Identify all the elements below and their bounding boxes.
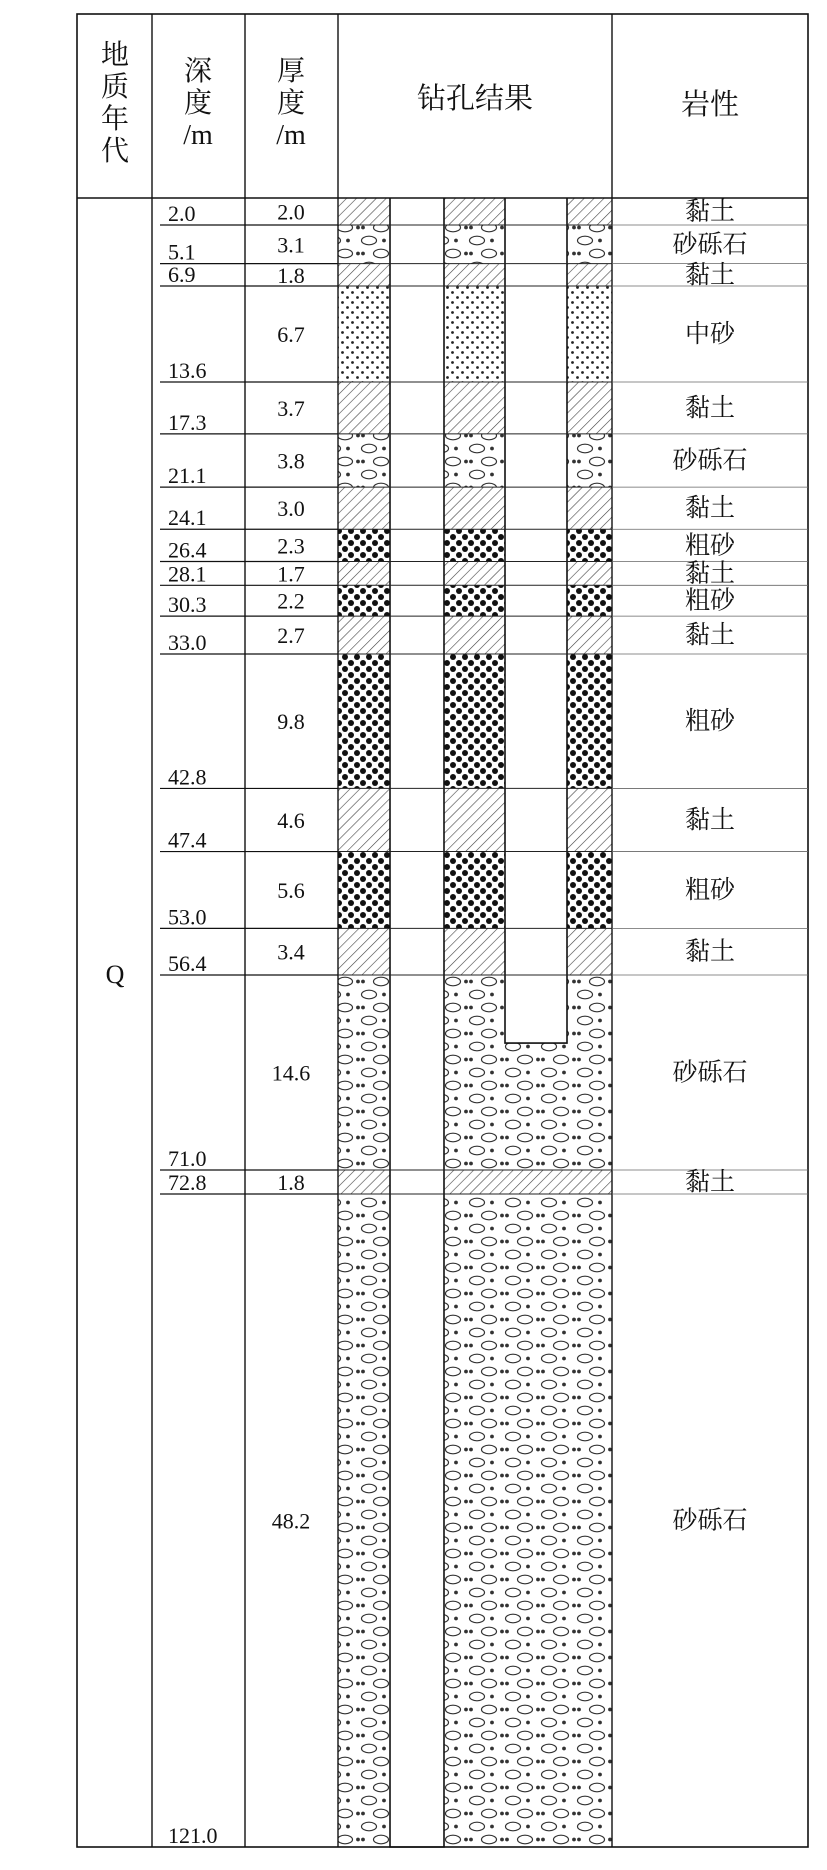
layer-thickness: 48.2: [271, 1508, 311, 1534]
layer-fill-14: [338, 852, 612, 929]
layer-fill-6: [338, 434, 612, 487]
era-value: Q: [105, 960, 125, 989]
layer-fills: [338, 198, 612, 1847]
layer-fill-15: [338, 928, 612, 975]
layer-lithology: 黏土: [684, 394, 736, 422]
header-lithology: 岩性: [680, 89, 740, 121]
layer-thickness: 2.0: [277, 199, 305, 225]
layer-thickness: 9.8: [277, 709, 305, 735]
layer-thickness: 3.1: [277, 232, 305, 258]
layer-fill-9: [338, 561, 612, 585]
depth-mark: 47.4: [168, 827, 207, 853]
layer-fill-18: [338, 1194, 612, 1847]
layer-fill-2: [338, 225, 612, 264]
layer-thickness: 5.6: [277, 877, 305, 903]
layer-lithology: 中砂: [684, 321, 736, 348]
header-thickness: 厚度/m: [276, 56, 306, 151]
layer-fill-5: [338, 382, 612, 434]
layer-lithology: 砂砾石: [672, 1507, 748, 1535]
depth-mark: 30.3: [168, 592, 207, 618]
layer-fill-12: [338, 654, 612, 788]
depth-mark: 121.0: [168, 1823, 218, 1848]
depth-mark: 6.9: [168, 262, 196, 287]
layer-thickness: 3.8: [277, 448, 305, 474]
depth-mark: 53.0: [168, 904, 207, 930]
layer-thickness: 6.7: [277, 322, 305, 347]
depth-mark: 33.0: [168, 630, 207, 655]
layer-fill-1: [338, 198, 612, 225]
depth-mark: 26.4: [168, 537, 207, 563]
layer-fill-17: [338, 1170, 612, 1194]
layer-thickness: 1.7: [277, 561, 305, 587]
depth-mark: 17.3: [168, 409, 207, 435]
layer-lithology: 粗砂: [684, 587, 736, 615]
layer-thickness: 3.7: [277, 395, 305, 421]
layer-fill-10: [338, 585, 612, 616]
depth-mark: 2.0: [168, 201, 196, 226]
layer-lithology: 黏土: [684, 261, 736, 289]
borehole-1: [390, 197, 444, 1847]
layer-thickness: 1.8: [277, 1169, 305, 1195]
borehole-2: [505, 197, 567, 1043]
layer-lithology: 黏土: [684, 198, 736, 226]
layer-fill-16: [338, 975, 612, 1170]
header-depth: 深度/m: [183, 56, 213, 151]
layer-lithology: 粗砂: [684, 532, 736, 560]
layer-fill-8: [338, 529, 612, 561]
depth-mark: 42.8: [168, 764, 207, 790]
layer-lithology: 砂砾石: [672, 231, 748, 259]
depth-mark: 24.1: [168, 505, 207, 531]
layer-fill-4: [338, 286, 612, 382]
layer-lithology: 黏土: [684, 560, 736, 588]
header-result: 钻孔结果: [416, 83, 534, 115]
layer-thickness: 14.6: [271, 1060, 311, 1086]
layer-thickness: 1.8: [277, 262, 305, 288]
depth-mark: 56.4: [168, 951, 207, 976]
layer-thickness: 4.6: [277, 807, 305, 833]
layer-thickness: 3.4: [277, 939, 305, 965]
layer-fill-11: [338, 616, 612, 654]
layer-thickness: 2.3: [277, 533, 305, 559]
layer-lithology: 粗砂: [684, 708, 736, 736]
layer-lithology: 黏土: [684, 622, 736, 650]
header-era: 地质年代: [100, 40, 130, 167]
table-header: [101, 39, 739, 167]
layer-lithology: 砂砾石: [672, 447, 748, 475]
depth-mark: 28.1: [168, 561, 207, 587]
depth-mark: 21.1: [168, 463, 207, 489]
depth-mark: 72.8: [168, 1170, 207, 1195]
layer-thickness: 3.0: [277, 496, 305, 522]
depth-mark: 71.0: [168, 1145, 207, 1171]
layer-lithology: 粗砂: [684, 876, 736, 904]
layer-lithology: 黏土: [684, 806, 736, 834]
layer-fill-3: [338, 264, 612, 286]
layer-lithology: 黏土: [684, 1168, 736, 1196]
depth-mark: 5.1: [168, 239, 196, 265]
layer-fill-13: [338, 788, 612, 851]
layer-lithology: 黏土: [684, 938, 736, 966]
layer-lithology: 黏土: [684, 495, 736, 523]
layer-lithology: 砂砾石: [672, 1059, 748, 1087]
depth-mark: 13.6: [168, 358, 207, 383]
layer-thickness: 2.7: [277, 623, 305, 649]
layer-fill-7: [338, 487, 612, 529]
layer-thickness: 2.2: [277, 588, 305, 614]
